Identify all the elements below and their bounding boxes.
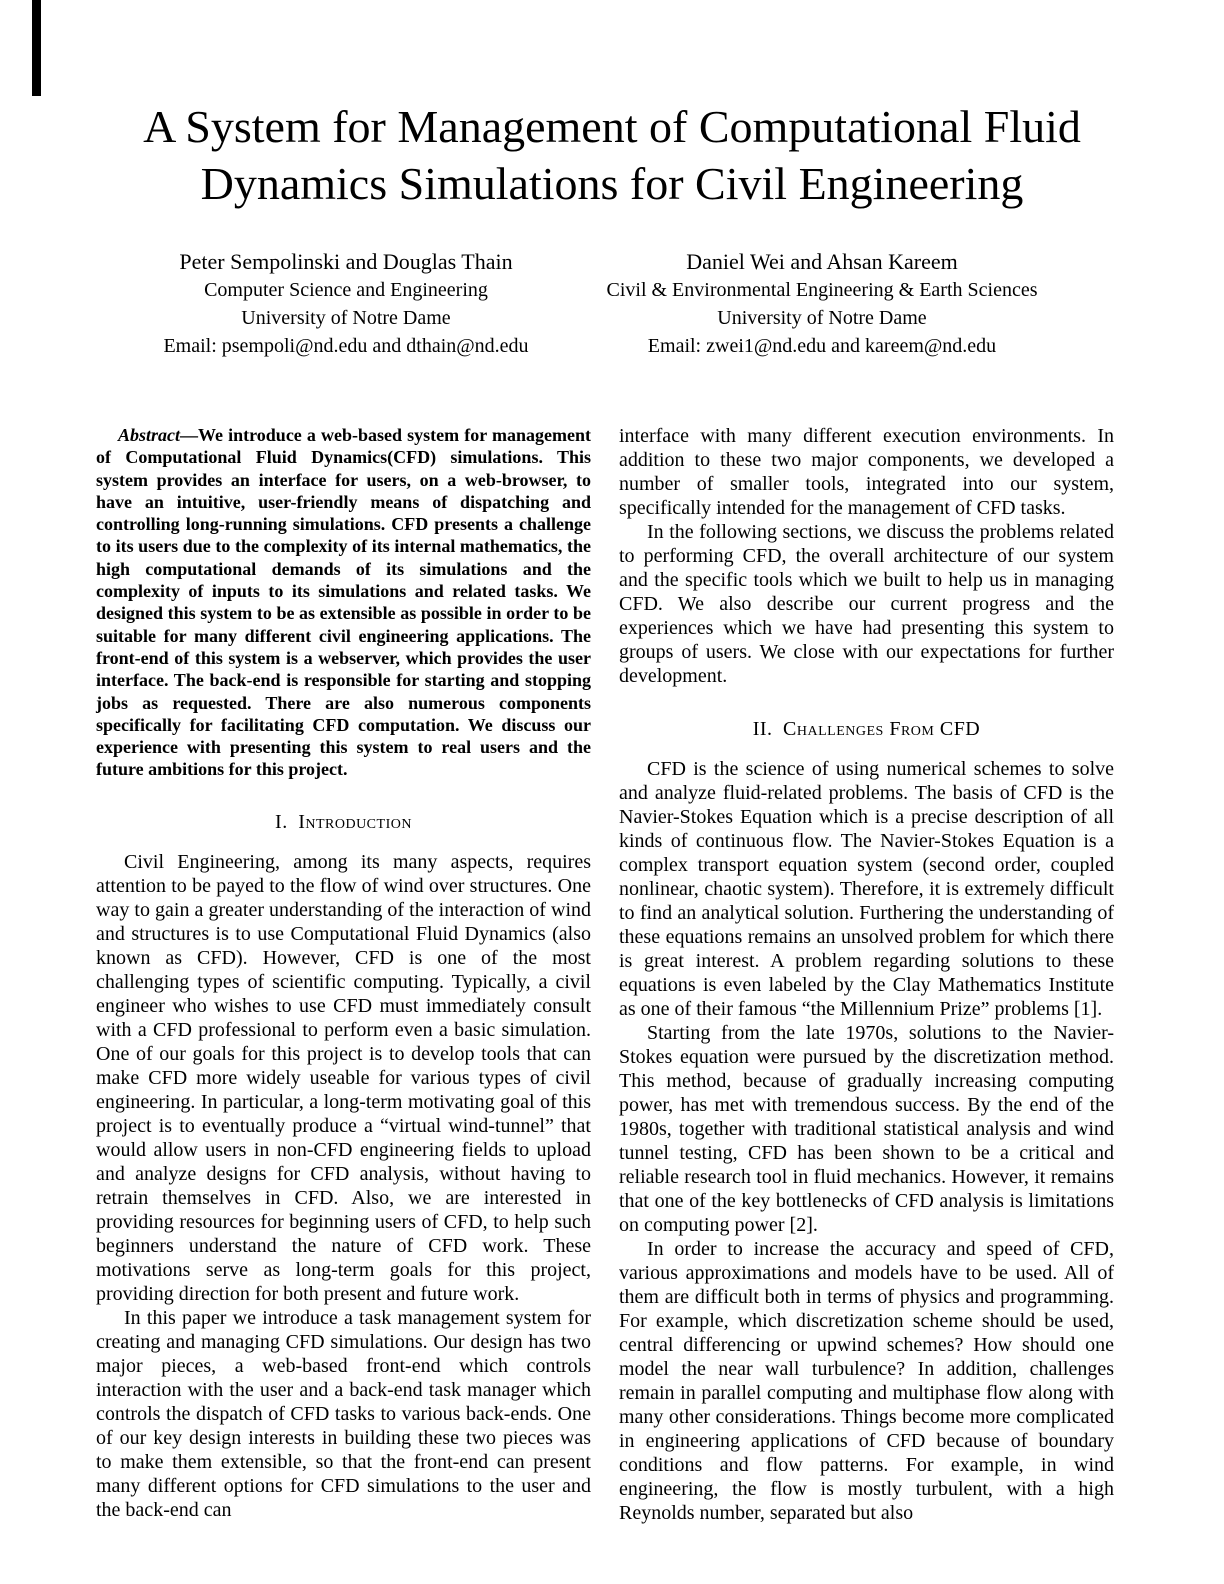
scan-artifact-bar [32,0,41,96]
author-email-left: Email: psempoli@nd.edu and dthain@nd.edu [163,335,529,357]
challenges-paragraph-2: Starting from the late 1970s, solutions to the Navier-Stokes equation were pursued by the discretization method. This method, because of gradually increasing computing power, has met with tremendous success. By the end of the 1980s, together with traditional statistical analysis and wind tunnel testing, CFD has been shown to be a critical and reliable research tool in fluid mechanics. However, it remains that one of the key bottlenecks of CFD analysis is limitations on computing power [2]. [619,1022,1114,1236]
abstract-text: —We introduce a web-based system for management of Computational Fluid Dynamics(CFD) simulations. This system provides an interface for users, on a web-browser, to have an intuitive, user-friendly means of dispatching and controlling long-running simulations. CFD presents a challenge to its users due to the complexity of its internal mathematics, the high computational demands of its simulations and the complexity of inputs to its simulations and related tasks. We designed this system to be as extensible as possible in order to be suitable for many different civil engineering applications. The front-end of this system is a webserver, which provides the user interface. The back-end is responsible for starting and stopping jobs as requested. There are also numerous components specifically for facilitating CFD computation. We discuss our experience with presenting this system to real users and the future ambitions for this project. [96,425,591,780]
author-blocks [0,248,1224,368]
author-department-left: Computer Science and Engineering [204,279,488,301]
author-block-right [570,248,1074,360]
author-university-left: University of Notre Dame [241,307,451,329]
author-university-right: University of Notre Dame [717,307,927,329]
author-names-left: Peter Sempolinski and Douglas Thain [179,249,513,274]
intro-paragraph-1: Civil Engineering, among its many aspects, requires attention to be payed to the flow of wind over structures. One way to gain a greater understanding of the interaction of wind and structures is to use Computational Fluid Dynamics (also known as CFD). However, CFD is one of the most challenging types of scientific computing. Typically, a civil engineer who wishes to use CFD must immediately consult with a CFD professional to perform even a basic simulation. One of our goals for this project is to develop tools that can make CFD more widely useable for various types of civil engineering. In particular, a long-term motivating goal of this project is to eventually produce a “virtual wind-tunnel” that would allow users in non-CFD engineering fields to upload and analyze designs for CFD analysis, without having to retrain themselves in CFD. Also, we are interested in providing resources for beginning users of CFD, to help such beginners understand the nature of CFD work. These motivations serve as long-term goals for this project, providing direction for both present and future work. [96,850,591,1305]
paper-title: A System for Management of Computational Fluid Dynamics Simulations for Civil Engineering [143,101,1081,209]
left-column [96,424,591,1525]
intro-paragraph-2-continuation: interface with many different execution environments. In addition to these two major components, we developed a number of smaller tools, integrated into our system, specifically intended for the management of CFD tasks. [619,425,1114,519]
challenges-paragraph-1: CFD is the science of using numerical schemes to solve and analyze fluid-related problems. The basis of CFD is the Navier-Stokes Equation which is a precise description of all kinds of continuous flow. The Navier-Stokes Equation is a complex transport equation system (second order, coupled nonlinear, chaotic system). Therefore, it is extremely difficult to find an analytical solution. Furthering the understanding of these equations remains an unsolved problem for which there is great interest. A problem regarding solutions to these equations is even labeled by the Clay Mathematics Institute as one of their famous “the Millennium Prize” problems [1]. [619,758,1114,1020]
intro-paragraph-2: In this paper we introduce a task management system for creating and managing CFD simulations. Our design has two major pieces, a web-based front-end which controls interaction with the user and a back-end task manager which controls the dispatch of CFD tasks to various back-ends. One of our key design interests in building these two pieces was to make them extensible, so that the front-end can present many different options for CFD simulations to the user and the back-end can [96,1306,591,1521]
challenges-paragraph-3: In order to increase the accuracy and speed of CFD, various approximations and models have to be used. All of them are difficult both in terms of physics and programming. For example, which discretization scheme should be used, central differencing or upwind schemes? How should one model the near wall turbulence? In addition, challenges remain in parallel computing and multiphase flow along with many other considerations. Things become more complicated in engineering applications of CFD because of boundary conditions and flow patterns. For example, in wind engineering, the flow is mostly turbulent, with a high Reynolds number, separated but also [619,1238,1114,1524]
section-heading-challenges: II. Challenges From CFD [752,718,981,740]
right-column [619,424,1114,1525]
section-heading-introduction: I. Introduction [275,810,412,833]
author-email-right: Email: zwei1@nd.edu and kareem@nd.edu [647,335,997,357]
author-block-left [96,248,596,360]
two-column-body [96,424,1114,1525]
abstract [96,424,591,781]
author-department-right: Civil & Environmental Engineering & Earth Sciences [606,279,1038,301]
intro-paragraph-3: In the following sections, we discuss the problems related to performing CFD, the overall architecture of our system and the specific tools which we built to help us in managing CFD. We also describe our current progress and the experiences which we have had presenting this system to groups of users. We close with our expectations for further development. [619,521,1114,687]
abstract-label: Abstract [118,425,181,445]
author-names-right: Daniel Wei and Ahsan Kareem [686,249,958,274]
